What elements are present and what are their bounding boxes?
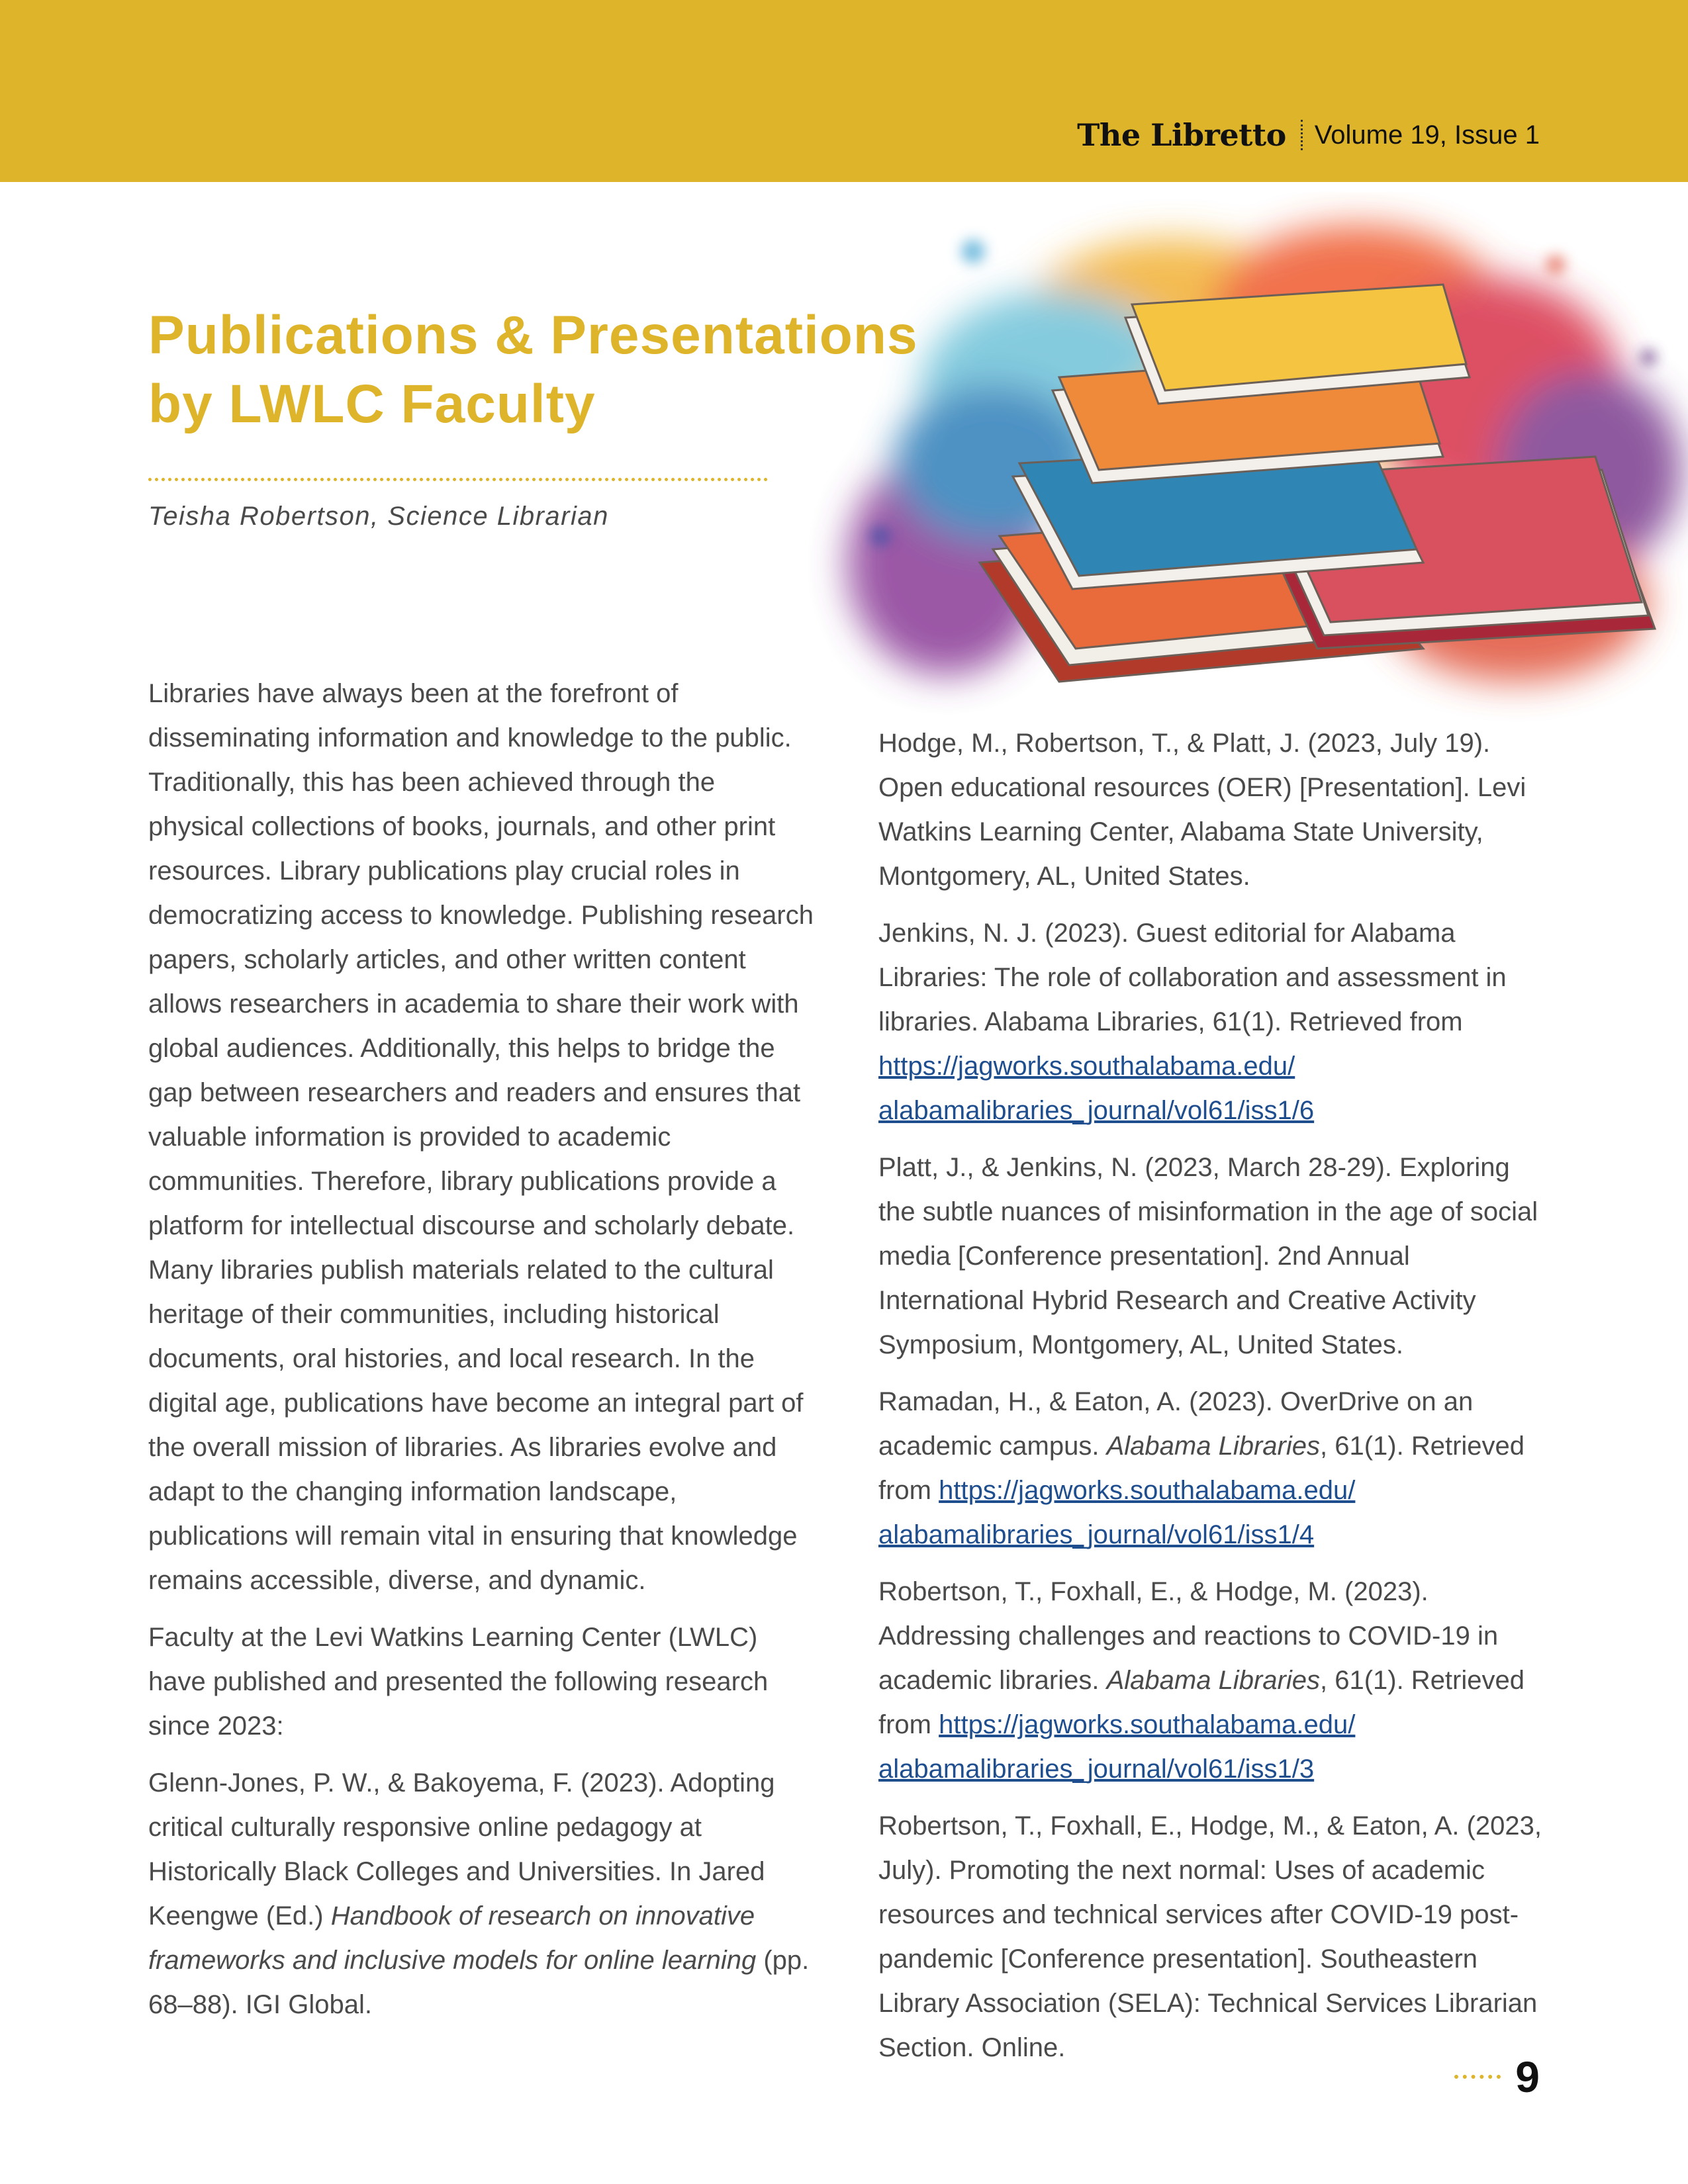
- title-line-1: Publications & Presentations: [148, 305, 918, 365]
- title-line-2: by LWLC Faculty: [148, 374, 596, 434]
- watercolor-books-illustration: [774, 192, 1688, 735]
- reference-item: Jenkins, N. J. (2023). Guest editorial for Alabama Libraries: The role of collaboration and assessment in libraries. Alabama Libraries, 61(1). Retrieved from https://jagworks.southalabama.edu/ alabamalibraries_journal/vol61/iss1/6: [878, 919, 1507, 1125]
- masthead-divider: [1301, 120, 1303, 150]
- reference-link[interactable]: alabamalibraries_journal/vol61/iss1/3: [878, 1754, 1315, 1784]
- reference-item: Hodge, M., Robertson, T., & Platt, J. (2023, July 19). Open educational resources (OER) [Presentation]. Levi Watkins Learning Center, Alabama State University, Montgomery, AL, United States.: [878, 729, 1526, 891]
- page-footer: [1454, 2052, 1540, 2102]
- title-divider: [148, 478, 768, 481]
- article-title: [148, 301, 976, 439]
- reference-item: Robertson, T., Foxhall, E., Hodge, M., & Eaton, A. (2023, July). Promoting the next normal: Uses of academic resources and technical services after COVID-19 post-pandemic [Conference presentation]. Southeastern Library Association (SELA): Technical Services Librarian Section. Online.: [878, 1811, 1542, 2062]
- reference-item: Platt, J., & Jenkins, N. (2023, March 28-29). Exploring the subtle nuances of misinformation in the age of social media [Conference presentation]. 2nd Annual International Hybrid Research and Creative Activity Symposium, Montgomery, AL, United States.: [878, 1153, 1538, 1359]
- author-byline: Teisha Robertson, Science Librarian: [148, 502, 609, 531]
- masthead: [1077, 116, 1540, 154]
- reference-link[interactable]: alabamalibraries_journal/vol61/iss1/4: [878, 1520, 1315, 1549]
- publication-name: The Libretto: [1077, 117, 1286, 153]
- footer-dots: [1454, 2075, 1501, 2079]
- reference-link[interactable]: alabamalibraries_journal/vol61/iss1/6: [878, 1096, 1315, 1125]
- issue-label: Volume 19, Issue 1: [1314, 120, 1540, 150]
- reference-link[interactable]: https://jagworks.southalabama.edu/: [939, 1710, 1356, 1739]
- right-column: [878, 721, 1547, 2083]
- reference-link[interactable]: https://jagworks.southalabama.edu/: [878, 1052, 1295, 1081]
- reference-item: Robertson, T., Foxhall, E., & Hodge, M. (2023). Addressing challenges and reactions to COVID-19 in academic libraries. Alabama Libraries, 61(1). Retrieved from https://jagworks.southalabama.edu/ alabamalibraries_journal/vol61/iss1/3: [878, 1577, 1524, 1784]
- reference-item: Ramadan, H., & Eaton, A. (2023). OverDrive on an academic campus. Alabama Libraries, 61(1). Retrieved from https://jagworks.southalabama.edu/ alabamalibraries_journal/vol61/iss1/4: [878, 1387, 1525, 1549]
- intro-paragraph: Libraries have always been at the forefront of disseminating information and knowledge to the public. Traditionally, this has been achieved through the physical collections of books, journals, and other print resources. Library publications play crucial roles in democratizing access to knowledge. Publishing research papers, scholarly articles, and other written content allows researchers in academia to share their work with global audiences. Additionally, this helps to bridge the gap between researchers and readers and ensures that valuable information is provided to academic communities. Therefore, library publications provide a platform for intellectual discourse and scholarly debate. Many libraries publish materials related to the cultural heritage of their communities, including historical documents, oral histories, and local research. In the digital age, publications have become an integral part of the overall mission of libraries. As libraries evolve and adapt to the changing information landscape, publications will remain vital in ensuring that knowledge remains accessible, diverse, and dynamic.: [148, 679, 814, 1595]
- header-banner: [0, 0, 1688, 182]
- page-number: 9: [1515, 2052, 1540, 2101]
- left-column: [148, 672, 817, 2040]
- reference-item: Glenn-Jones, P. W., & Bakoyema, F. (2023). Adopting critical culturally responsive online pedagogy at Historically Black Colleges and Universities. In Jared Keengwe (Ed.) Handbook of research on innovative frameworks and inclusive models for online learning (pp. 68–88). IGI Global.: [148, 1768, 810, 2019]
- lead-in-paragraph: Faculty at the Levi Watkins Learning Center (LWLC) have published and presented the following research since 2023:: [148, 1623, 769, 1741]
- reference-link[interactable]: https://jagworks.southalabama.edu/: [939, 1476, 1356, 1505]
